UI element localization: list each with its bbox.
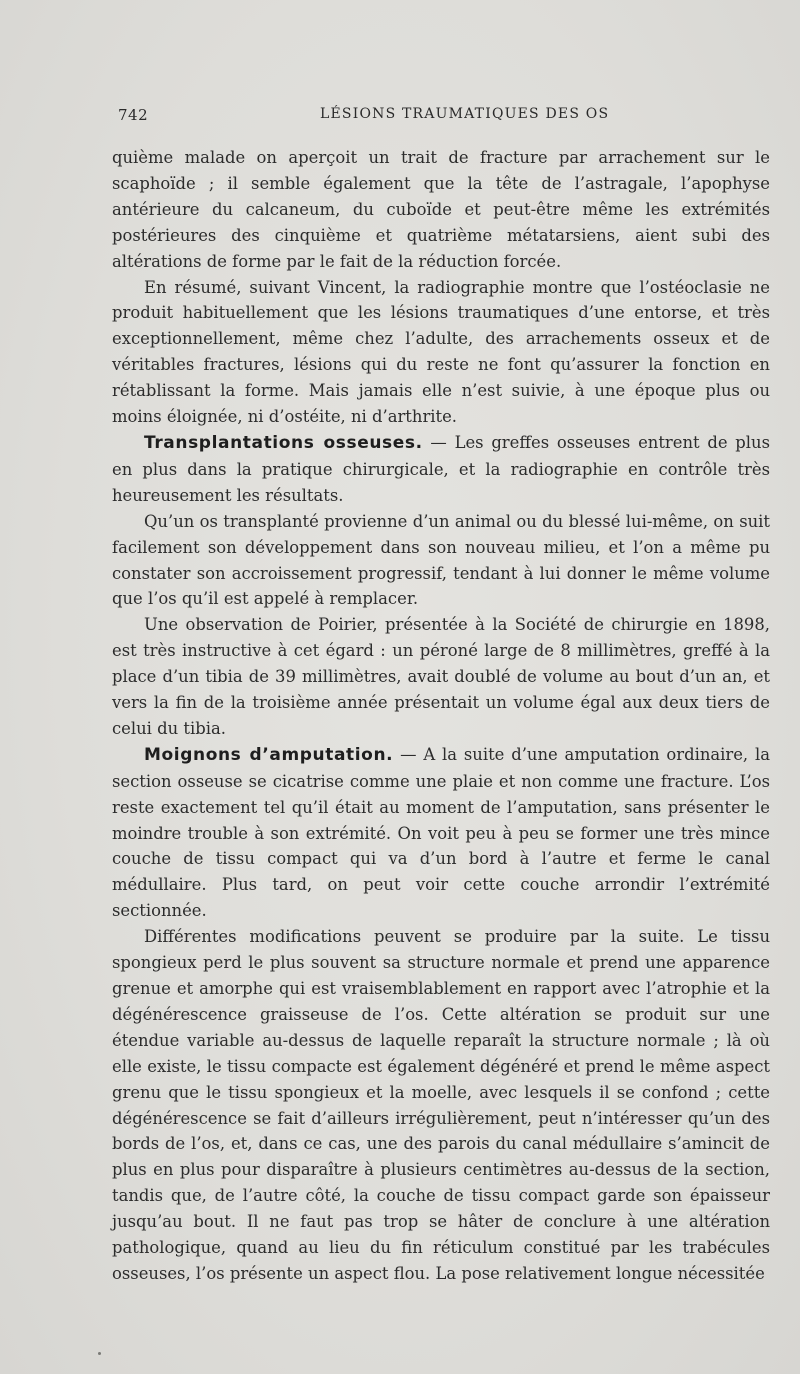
section-text-amputation: — A la suite d’une amputation ordinaire, la section osseuse se cicatrise comme une plaie et non comme une fracture. L’os reste exactement tel qu’il était au moment de l’amputation, sans présenter le moindre trouble à son extrémité. On voit peu à peu se former une très mince couche de tissu compact qui va d’un bord à l’autre et ferme le canal médullaire. Plus tard, on peut voir cette couche arrondir l’extrémité sectionnée. — [112, 744, 770, 921]
paragraph-transplanted-bone: Qu’un os transplanté provienne d’un animal ou du blessé lui-même, on suit facilement son développement dans son nouveau milieu, et l’on a même pu constater son accroissement progressif, tendant à lui donner le même volume que l’os qu’il est appelé à remplacer. — [112, 511, 770, 609]
paper-speck — [98, 1352, 101, 1355]
paragraph-transplantations — [112, 430, 770, 509]
body-text — [112, 145, 770, 1287]
paragraph-summary: En résumé, suivant Vincent, la radiographie montre que l’ostéoclasie ne produit habituellement que les lésions traumatiques d’une entorse, et très exceptionnellement, même chez l’adulte, des arrachements osseux et de véritables fractures, lésions qui du reste ne font qu’assurer la fonction en rétablissant la forme. Mais jamais elle n’est suivie, à une époque plus ou moins éloignée, ni d’ostéite, ni d’arthrite. — [112, 277, 770, 427]
paragraph-continued: quième malade on aperçoit un trait de fracture par arrachement sur le scaphoïde ; il semble également que la tête de l’astragale, l’apophyse antérieure du calcaneum, du cuboïde et peut-être même les extrémités postérieures des cinquième et quatrième métatarsiens, aient subi des altérations de forme par le fait de la réduction forcée. — [112, 148, 770, 271]
running-title: LÉSIONS TRAUMATIQUES DES OS — [320, 106, 610, 122]
section-text-transplantations: — Les greffes osseuses entrent de plus en plus dans la pratique chirurgicale, et la radiographie en contrôle très heureusement les résultats. — [112, 432, 770, 505]
paragraph-poirier-observation: Une observation de Poirier, présentée à la Société de chirurgie en 1898, est très instructive à cet égard : un péroné large de 8 millimètres, greffé à la place d’un tibia de 39 millimètres, avait doublé de volume au bout d’un an, et vers la fin de la troisième année présentait un volume égal aux deux tiers de celui du tibia. — [112, 615, 770, 738]
section-title-amputation: Moignons d’amputation. — [144, 744, 394, 765]
page-header — [112, 106, 772, 128]
section-title-transplantations: Transplantations osseuses. — [144, 432, 423, 453]
paragraph-modifications: Différentes modifications peuvent se produire par la suite. Le tissu spongieux perd le plus souvent sa structure normale et prend une apparence grenue et amorphe qui est vraisemblablement en rapport avec l’atrophie et la dégénérescence graisseuse de l’os. Cette altération se produit sur une étendue variable au-dessus de laquelle reparaît la structure normale ; là où elle existe, le tissu compacte est également dégénéré et prend le même aspect grenu que le tissu spongieux et la moelle, avec lesquels il se confond ; cette dégénérescence se fait d’ailleurs irrégulièrement, peut n’intéresser qu’un des bords de l’os, et, dans ce cas, une des parois du canal médullaire s’amincit de plus en plus pour disparaître à plusieurs centimètres au-dessus de la section, tandis que, de l’autre côté, la couche de tissu compact garde son épaisseur jusqu’au bout. Il ne faut pas trop se hâter de conclure à une altération pathologique, quand au lieu du fin réticulum constitué par les trabécules osseuses, l’os présente un aspect flou. La pose relativement longue nécessitée — [112, 927, 770, 1283]
paragraph-amputation — [112, 742, 770, 924]
page-number: 742 — [118, 106, 149, 124]
